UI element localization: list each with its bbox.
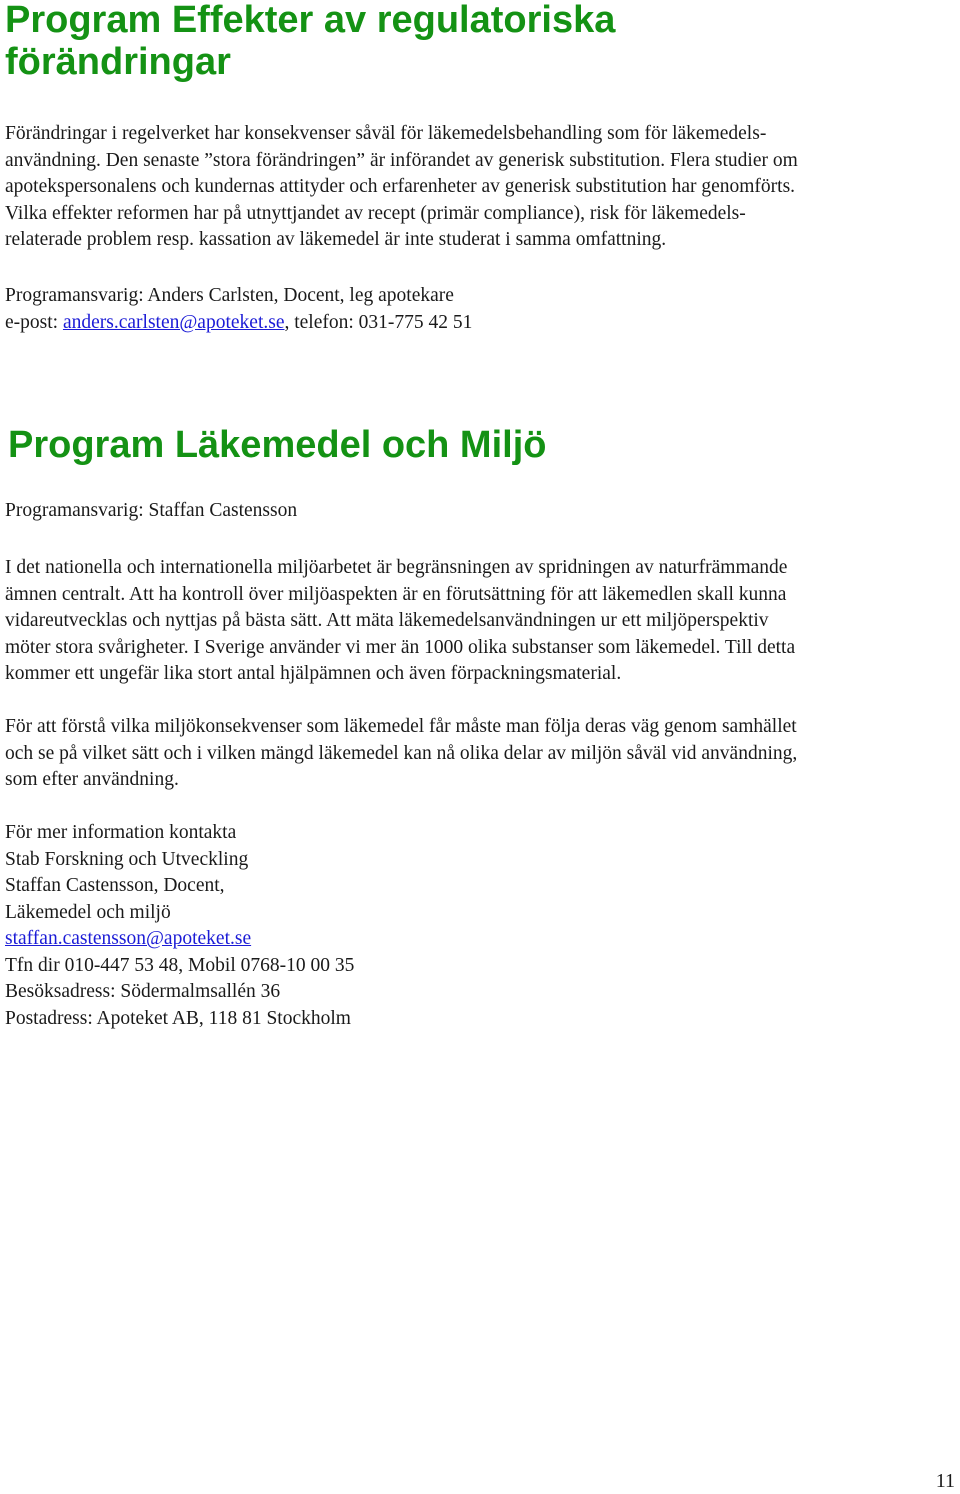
paragraph-line: Vilka effekter reformen har på utnyttjandet av recept (primär compliance), risk för läkemedels- [5,202,746,224]
paragraph-line: Förändringar i regelverket har konsekvenser såväl för läkemedelsbehandling som för läkemedels- [5,123,767,144]
contact-block [5,820,950,1032]
regulatory-contact [5,283,950,336]
environment-paragraph-2 [5,714,950,794]
paragraph-line: kommer ett ungefär lika stort antal hjälpämnen och även förpackningsmaterial. [5,663,622,684]
paragraph-line: möter stora svårigheter. I Sverige använder vi mer än 1000 olika substanser som läkemedel. Till detta [5,636,796,658]
contact-intro: För mer information kontakta [5,822,237,843]
email-prefix: e-post: [5,311,63,333]
paragraph-line: ämnen centralt. Att ha kontroll över miljöaspekten är en förutsättning för att läkemedlen skall kunna [5,583,787,605]
program-responsible: Programansvarig: Staffan Castensson [5,500,298,521]
contact-postal-address: Postadress: Apoteket AB, 118 81 Stockholm [5,1007,351,1029]
environment-responsible-block [5,498,950,525]
paragraph-line: relaterade problem resp. kassation av läkemedel är inte studerat i samma omfattning. [5,229,667,250]
section-title-regulatory [5,0,765,83]
section-title-environment: Program Läkemedel och Miljö [8,424,547,466]
contact-unit: Stab Forskning och Utveckling [5,848,249,870]
paragraph-line: användning. Den senaste ”stora förändringen” är införandet av generisk substitution. Flera studier om [5,149,798,171]
paragraph-line: som efter användning. [5,769,179,790]
email-phone-line [5,310,950,337]
environment-paragraph-1 [5,555,950,688]
paragraph-line: I det nationella och internationella miljöarbetet är begränsningen av spridningen av naturfrämmande [5,557,788,578]
contact-dept: Läkemedel och miljö [5,901,171,923]
paragraph-line: För att förstå vilka miljökonsekvenser som läkemedel får måste man följa deras väg genom samhället [5,716,797,737]
paragraph-line: och se på vilket sätt och i vilken mängd läkemedel kan nå olika delar av miljön såväl vid användning, [5,742,798,764]
paragraph-line: apotekspersonalens och kundernas attityder och erfarenheter av generisk substitution har genomförts. [5,176,796,197]
phone-text: , telefon: 031-775 42 51 [284,311,473,333]
email-link-carlsten[interactable]: anders.carlsten@apoteket.se [62,311,285,333]
title-line-1: Program Effekter av regulatoriska [5,0,616,41]
contact-email-line [5,926,950,953]
contact-phone: Tfn dir 010-447 53 48, Mobil 0768-10 00 35 [5,954,355,976]
contact-visit-address: Besöksadress: Södermalmsallén 36 [5,981,281,1002]
email-link-castensson[interactable]: staffan.castensson@apoteket.se [5,928,252,949]
paragraph-line: vidareutvecklas och nyttjas på bästa sätt. Att mäta läkemedelsanvändningen ur ett miljöperspektiv [5,610,769,631]
page-number: 11 [935,1470,955,1492]
title-line-2: förändringar [5,41,231,83]
program-responsible: Programansvarig: Anders Carlsten, Docent, leg apotekare [5,285,454,306]
contact-name: Staffan Castensson, Docent, [5,875,225,896]
regulatory-paragraph [5,121,950,254]
